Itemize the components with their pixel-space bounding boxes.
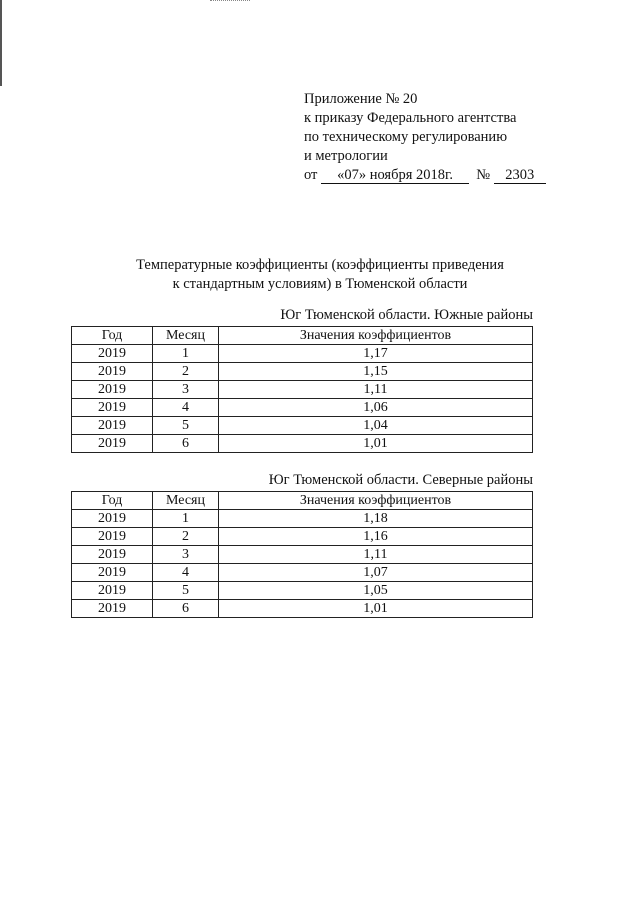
appendix-line: и метрологии <box>304 148 388 164</box>
cell-year: 2019 <box>72 345 153 363</box>
header-value: Значения коэффициентов <box>219 492 533 510</box>
appendix-line: по техническому регулированию <box>304 129 508 145</box>
cell-value: 1,17 <box>219 345 533 363</box>
header-year: Год <box>72 492 153 510</box>
table-row <box>72 528 533 546</box>
table-caption: Юг Тюменской области. Северные районы <box>268 472 533 488</box>
cell-year: 2019 <box>72 417 153 435</box>
table-row <box>72 510 533 528</box>
cell-year: 2019 <box>72 600 153 618</box>
cell-year: 2019 <box>72 528 153 546</box>
cell-month: 5 <box>153 417 219 435</box>
table-header-row <box>72 327 533 345</box>
cell-value: 1,11 <box>219 381 533 399</box>
cell-month: 2 <box>153 528 219 546</box>
cell-month: 6 <box>153 435 219 453</box>
table-row <box>72 363 533 381</box>
appendix-line: к приказу Федерального агентства <box>304 110 517 126</box>
appendix-header <box>304 90 546 185</box>
cell-month: 2 <box>153 363 219 381</box>
cell-month: 5 <box>153 582 219 600</box>
cell-year: 2019 <box>72 582 153 600</box>
appendix-line: Приложение № 20 <box>304 91 418 107</box>
table-caption: Юг Тюменской области. Южные районы <box>280 307 533 323</box>
cell-month: 3 <box>153 546 219 564</box>
cell-value: 1,01 <box>219 435 533 453</box>
table-row <box>72 345 533 363</box>
table-row <box>72 600 533 618</box>
cell-month: 1 <box>153 510 219 528</box>
cell-year: 2019 <box>72 399 153 417</box>
scan-top-mark <box>210 0 250 2</box>
cell-month: 3 <box>153 381 219 399</box>
cell-value: 1,07 <box>219 564 533 582</box>
cell-value: 1,15 <box>219 363 533 381</box>
scan-edge-mark <box>0 0 2 86</box>
cell-value: 1,04 <box>219 417 533 435</box>
cell-value: 1,06 <box>219 399 533 417</box>
cell-year: 2019 <box>72 546 153 564</box>
title-line: к стандартным условиям) в Тюменской области <box>172 276 468 292</box>
cell-value: 1,05 <box>219 582 533 600</box>
cell-year: 2019 <box>72 381 153 399</box>
cell-month: 1 <box>153 345 219 363</box>
coefficients-table-north <box>71 491 533 618</box>
number-label: № <box>476 167 491 183</box>
table-row <box>72 381 533 399</box>
order-number: 2303 <box>494 167 546 184</box>
table-row <box>72 582 533 600</box>
cell-value: 1,18 <box>219 510 533 528</box>
cell-month: 6 <box>153 600 219 618</box>
order-date: «07» ноября 2018г. <box>321 167 469 184</box>
header-month: Месяц <box>153 492 219 510</box>
header-value: Значения коэффициентов <box>219 327 533 345</box>
cell-year: 2019 <box>72 510 153 528</box>
table-row <box>72 399 533 417</box>
header-month: Месяц <box>153 327 219 345</box>
cell-value: 1,01 <box>219 600 533 618</box>
table-header-row <box>72 492 533 510</box>
table-row <box>72 417 533 435</box>
title-line: Температурные коэффициенты (коэффициенты приведения <box>136 257 504 273</box>
cell-month: 4 <box>153 564 219 582</box>
coefficients-table-south <box>71 326 533 453</box>
cell-year: 2019 <box>72 363 153 381</box>
table-row <box>72 564 533 582</box>
cell-value: 1,16 <box>219 528 533 546</box>
cell-month: 4 <box>153 399 219 417</box>
cell-value: 1,11 <box>219 546 533 564</box>
cell-year: 2019 <box>72 564 153 582</box>
appendix-date-line <box>304 166 546 185</box>
table-row <box>72 546 533 564</box>
header-year: Год <box>72 327 153 345</box>
document-title <box>0 256 640 294</box>
table-row <box>72 435 533 453</box>
date-prefix: от <box>304 167 318 183</box>
cell-year: 2019 <box>72 435 153 453</box>
